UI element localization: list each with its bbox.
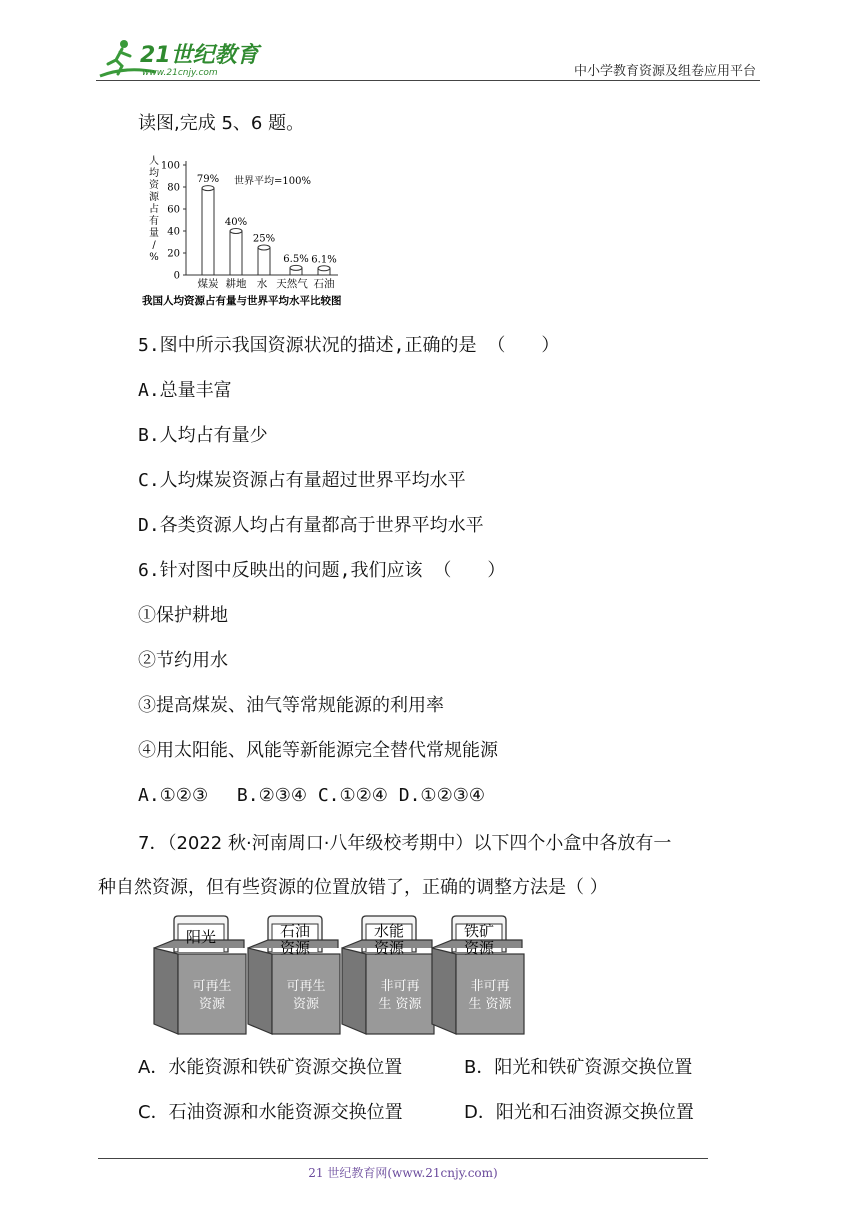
header-divider	[96, 80, 760, 81]
box-category-text: 生 资源	[378, 997, 422, 1012]
site-logo	[96, 36, 266, 80]
y-axis-label-char: 人	[149, 156, 159, 167]
chart-annotation: 世界平均=100%	[234, 176, 311, 187]
q5-option-b: B.人均占有量少	[138, 425, 268, 446]
resource-box-3	[342, 916, 434, 1034]
y-axis-label-char: /	[152, 240, 156, 251]
box-category-text: 资源	[292, 997, 320, 1012]
q6-answer-options: A.①②③ B.②③④ C.①②④ D.①②③④	[138, 785, 485, 806]
box-front	[178, 954, 246, 1034]
box-side	[154, 948, 178, 1034]
bar-body	[230, 231, 242, 275]
resource-card-text: 石油	[279, 922, 311, 940]
q7-option-b: B．阳光和铁矿资源交换位置	[464, 1057, 693, 1078]
intro-text: 读图,完成 5、6 题。	[138, 113, 305, 134]
y-axis-label-char: 量	[149, 228, 159, 239]
x-category-label: 耕地	[225, 278, 247, 290]
y-tick-label: 40	[167, 226, 180, 238]
q5-option-a: A.总量丰富	[138, 380, 232, 401]
x-category-label: 石油	[313, 278, 335, 290]
resource-card-text: 阳光	[185, 928, 217, 946]
bar-body	[202, 188, 214, 275]
resource-card-text: 铁矿	[463, 922, 495, 940]
y-axis-label-char: 源	[149, 192, 159, 203]
y-axis-label-char: 均	[149, 168, 159, 179]
y-axis-label-char: 占	[149, 204, 159, 215]
bar-top	[230, 229, 242, 234]
y-tick-label: 20	[167, 248, 180, 260]
logo-text: 21世纪教育	[140, 43, 259, 68]
box-category-text: 可再生	[286, 979, 326, 994]
q7-stem-line1: 7．（2022 秋·河南周口·八年级校考期中）以下四个小盒中各放有一	[138, 833, 672, 854]
q7-stem-line2: 种自然资源，但有些资源的位置放错了，正确的调整方法是（ ）	[98, 877, 608, 898]
footer-divider	[98, 1158, 708, 1159]
y-tick-label: 0	[173, 270, 180, 282]
q7-option-d: D．阳光和石油资源交换位置	[464, 1102, 694, 1123]
q6-item-1: ①保护耕地	[138, 605, 228, 626]
bar-value-label: 40%	[224, 217, 248, 228]
header-platform-text: 中小学教育资源及组卷应用平台	[573, 64, 756, 79]
box-side	[432, 948, 456, 1034]
bar-top	[258, 245, 270, 250]
resource-box-4	[432, 916, 524, 1034]
box-category-text: 资源	[198, 997, 226, 1012]
q7-option-c: C．石油资源和水能资源交换位置	[138, 1102, 403, 1123]
resource-card-text: 水能	[373, 922, 405, 940]
box-category-text: 生 资源	[468, 997, 512, 1012]
q5-option-c: C.人均煤炭资源占有量超过世界平均水平	[138, 470, 466, 491]
q6-item-4: ④用太阳能、风能等新能源完全替代常规能源	[138, 740, 498, 761]
y-tick-label: 100	[160, 160, 180, 172]
logo-url: www.21cnjy.com	[142, 68, 218, 78]
box-front	[272, 954, 340, 1034]
q6-stem: 6.针对图中反映出的问题,我们应该 （ ）	[138, 560, 506, 581]
bar-value-label: 6.1%	[311, 254, 337, 266]
bar-耕地	[230, 229, 242, 276]
q5-stem: 5.图中所示我国资源状况的描述,正确的是 （ ）	[138, 335, 560, 356]
q6-item-2: ②节约用水	[138, 650, 228, 671]
bar-煤炭	[202, 186, 214, 275]
y-axis-label-char: %	[149, 252, 159, 263]
resource-card-text: 资源	[373, 939, 405, 957]
y-axis-label-char: 有	[149, 216, 159, 227]
resource-card-text: 资源	[279, 939, 311, 957]
bar-top	[202, 186, 214, 191]
box-side	[342, 948, 366, 1034]
box-category-text: 非可再	[380, 979, 420, 994]
resource-card-text: 资源	[463, 939, 495, 957]
bar-value-label: 79%	[196, 174, 220, 186]
y-axis-label-char: 资	[149, 180, 159, 191]
bar-body	[258, 248, 270, 276]
box-front	[366, 954, 434, 1034]
bar-水	[258, 245, 270, 275]
chart-title: 我国人均资源占有量与世界平均水平比较图	[142, 295, 342, 307]
x-category-label: 水	[256, 278, 268, 290]
y-tick-label: 60	[167, 204, 180, 216]
box-side	[248, 948, 272, 1034]
resource-boxes-figure	[150, 912, 530, 1040]
bar-value-label: 25%	[252, 233, 276, 245]
x-category-label: 天然气	[276, 278, 308, 290]
footer-text: 21 世纪教育网(www.21cnjy.com)	[308, 1166, 498, 1180]
y-tick-label: 80	[167, 182, 180, 194]
x-category-label: 煤炭	[197, 278, 219, 290]
bar-value-label: 6.5%	[283, 253, 309, 265]
box-category-text: 非可再	[470, 979, 510, 994]
q7-option-a: A．水能资源和铁矿资源交换位置	[138, 1057, 403, 1078]
bar-top	[318, 266, 330, 271]
bar-石油	[318, 266, 330, 275]
box-category-text: 可再生	[192, 979, 232, 994]
resource-box-2	[248, 916, 340, 1034]
q5-option-d: D.各类资源人均占有量都高于世界平均水平	[138, 515, 484, 536]
q6-item-3: ③提高煤炭、油气等常规能源的利用率	[138, 695, 444, 716]
bar-top	[290, 265, 302, 270]
resource-box-1	[154, 916, 246, 1034]
bar-天然气	[290, 265, 302, 275]
resource-bar-chart	[138, 150, 388, 310]
box-front	[456, 954, 524, 1034]
